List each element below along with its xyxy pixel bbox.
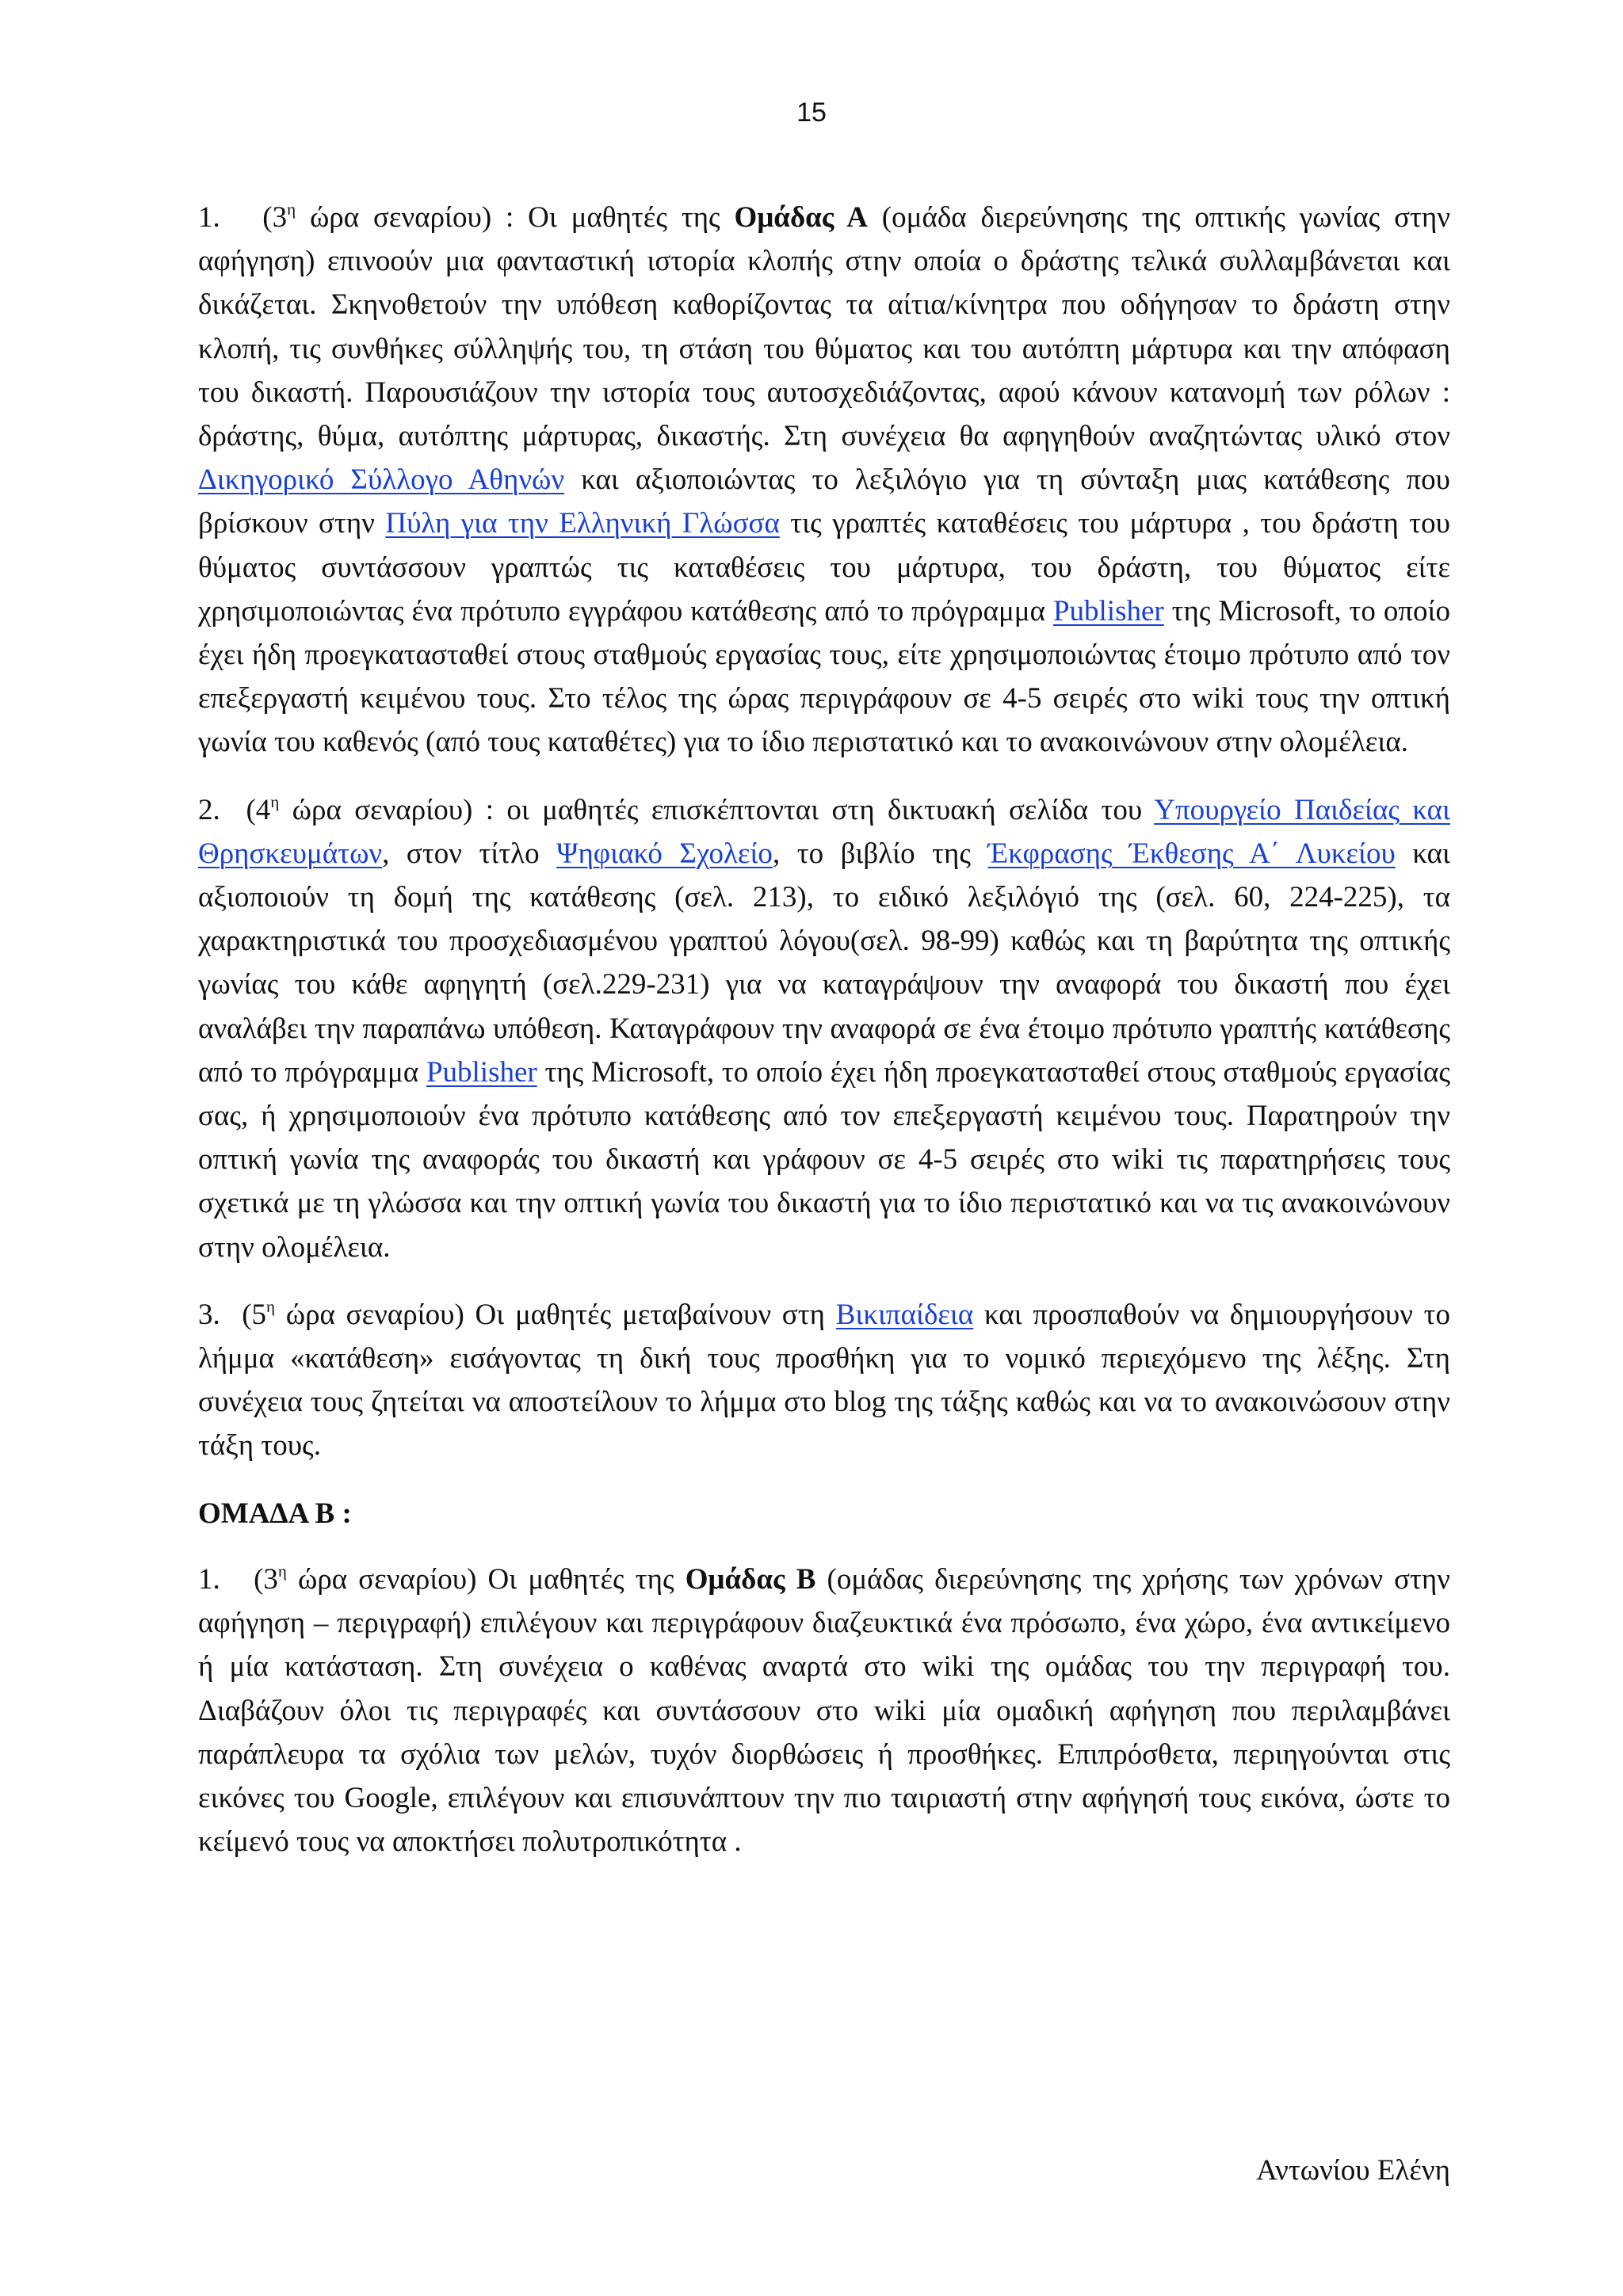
greek-language-portal-link[interactable]: Πύλη για την Ελληνική Γλώσσα xyxy=(385,507,780,540)
list-number: 2. xyxy=(198,793,220,826)
publisher-link[interactable]: Publisher xyxy=(1052,594,1164,627)
ordinal-superscript: η xyxy=(277,1561,287,1581)
paragraph-text: , στον τίτλο xyxy=(382,837,557,870)
hour-open: (5 xyxy=(242,1298,267,1331)
digital-school-link[interactable]: Ψηφιακό Σχολείο xyxy=(556,837,773,870)
paragraph-group-a-hour-5 xyxy=(198,1293,1450,1468)
paragraph-text: και αξιοποιούν τη δομή της κατάθεσης (σελ. 213), το ειδικό λεξιλόγιό της (σελ. 60, 224-225), τα χαρακτηριστικά του προσχεδιασμένου γραπτού λόγου(σελ. 98-99) καθώς και τη βαρύτητα της οπτικής γωνίας του κάθε αφηγητή (σελ.229-231) για να καταγράψουν την αναφορά του δικαστή που έχει αναλάβει την παραπάνω υπόθεση. Καταγράφουν την αναφορά σε ένα έτοιμο πρότυπο γραπτής κατάθεσης από το πρόγραμμα xyxy=(198,837,1450,1089)
paragraph-group-a-hour-4 xyxy=(198,788,1450,1269)
page-number: 15 xyxy=(796,97,827,128)
paragraph-text: τις γραπτές καταθέσεις του μάρτυρα , του δράστη του θύματος συντάσσουν γραπτώς τις καταθέσεις του μάρτυρα, του δράστη, του θύματος είτε χρησιμοποιώντας ένα πρότυπο εγγράφου κατάθεσης από το πρόγραμμα xyxy=(198,507,1450,627)
athens-bar-association-link[interactable]: Δικηγορικό Σύλλογο Αθηνών xyxy=(198,463,565,497)
list-number: 3. xyxy=(198,1298,220,1331)
group-b-heading: ΟΜΑΔΑ Β : xyxy=(198,1497,352,1530)
list-number: 1. xyxy=(198,1562,220,1596)
paragraph-text: και προσπαθούν να δημιουργήσουν το λήμμα «κατάθεση» εισάγοντας τη δική τους προσθήκη για το νομικό περιεχόμενο της λέξης. Στη συνέχεια τους ζητείται να αποστείλουν το λήμμα στο blog της τάξης καθώς και να το ανακοινώσουν στην τάξη τους. xyxy=(198,1298,1451,1463)
hour-open: (4 xyxy=(246,793,271,826)
paragraph-text: , το βιβλίο της xyxy=(772,837,988,870)
group-b-label: Ομάδας Β xyxy=(685,1562,816,1596)
list-number: 1. xyxy=(198,201,220,234)
paragraph-text: ώρα σεναρίου) : οι μαθητές επισκέπτονται στη δικτυακή σελίδα του xyxy=(279,793,1155,826)
ordinal-superscript: η xyxy=(287,200,296,219)
wikipedia-link[interactable]: Βικιπαίδεια xyxy=(835,1298,974,1331)
hour-open: (3 xyxy=(254,1562,278,1596)
paragraph-text: ώρα σεναρίου) : Οι μαθητές της xyxy=(296,201,735,234)
paragraph-text: (ομάδας διερεύνησης της χρήσης των χρόνων στην αφήγηση – περιγραφή) επιλέγουν και περιγράφουν διαζευκτικά ένα πρόσωπο, ένα χώρο, ένα αντικείμενο ή μία κατάσταση. Στη συνέχεια ο καθένας αναρτά στο wiki της ομάδας του την περιγραφή του. Διαβάζουν όλοι τις περιγραφές και συντάσσουν στο wiki μία ομαδική αφήγηση που περιλαμβάνει παράπλευρα τα σχόλια των μελών, τυχόν διορθώσεις ή προσθήκες. Επιπρόσθετα, περιηγούνται στις εικόνες του Google, επιλέγουν και επισυνάπτουν την πιο ταιριαστή στην αφήγησή τους εικόνα, ώστε το κείμενό τους να αποκτήσει πολυτροπικότητα . xyxy=(198,1562,1450,1859)
publisher-link[interactable]: Publisher xyxy=(426,1055,537,1089)
paragraph-text: ώρα σεναρίου) Οι μαθητές μεταβαίνουν στη xyxy=(275,1298,836,1331)
paragraph-text: της Microsoft, το οποίο έχει ήδη προεγκατασταθεί στους σταθμούς εργασίας σας, ή χρησιμοποιούν ένα πρότυπο κατάθεσης από τον επεξεργαστή κειμένου τους. Παρατηρούν την οπτική γωνία της αναφοράς του δικαστή και γράφουν σε 4-5 σειρές στο wiki τις παρατηρήσεις τους σχετικά με τη γλώσσα και την οπτική γωνία του δικαστή για το ίδιο περιστατικό και να τις ανακοινώνουν στην ολομέλεια. xyxy=(198,1055,1450,1264)
footer-author: Αντωνίου Ελένη xyxy=(1256,2154,1450,2187)
expression-textbook-link[interactable]: Έκφρασης Έκθεσης Α΄ Λυκείου xyxy=(987,837,1396,870)
ministry-of-education-link[interactable]: Υπουργείο Παιδείας και Θρησκευμάτων xyxy=(198,793,1451,870)
hour-open: (3 xyxy=(262,201,288,234)
paragraph-text: και αξιοποιώντας το λεξιλόγιο για τη σύνταξη μιας κατάθεσης που βρίσκουν στην xyxy=(198,463,1450,540)
paragraph-group-b-hour-3 xyxy=(198,1558,1450,1863)
paragraph-text: της Microsoft, το οποίο έχει ήδη προεγκατασταθεί στους σταθμούς εργασίας τους, είτε χρησιμοποιώντας έτοιμο πρότυπο από τον επεξεργαστή κειμένου τους. Στο τέλος της ώρας περιγράφουν σε 4-5 σειρές στο wiki τους την οπτική γωνία του καθενός (από τους καταθέτες) για το ίδιο περιστατικό και το ανακοινώνουν στην ολομέλεια. xyxy=(198,594,1450,759)
paragraph-text: (ομάδα διερεύνησης της οπτικής γωνίας στην αφήγηση) επινοούν μια φανταστική ιστορία κλοπής στην οποία ο δράστης τελικά συλλαμβάνεται και δικάζεται. Σκηνοθετούν την υπόθεση καθορίζοντας τα αίτια/κίνητρα που οδήγησαν το δράστη στην κλοπή, τις συνθήκες σύλληψής του, τη στάση του θύματος και του αυτόπτη μάρτυρα και την απόφαση του δικαστή. Παρουσιάζουν την ιστορία τους αυτοσχεδιάζοντας, αφού κάνουν κατανομή των ρόλων : δράστης, θύμα, αυτόπτης μάρτυρας, δικαστής. Στη συνέχεια θα αφηγηθούν αναζητώντας υλικό στον xyxy=(198,201,1450,453)
ordinal-superscript: η xyxy=(266,1296,276,1316)
group-a-label: Ομάδας Α xyxy=(734,201,868,234)
ordinal-superscript: η xyxy=(270,791,280,811)
paragraph-group-a-hour-3 xyxy=(198,196,1450,765)
paragraph-text: ώρα σεναρίου) Οι μαθητές της xyxy=(286,1562,685,1596)
page-body xyxy=(198,196,1450,1863)
